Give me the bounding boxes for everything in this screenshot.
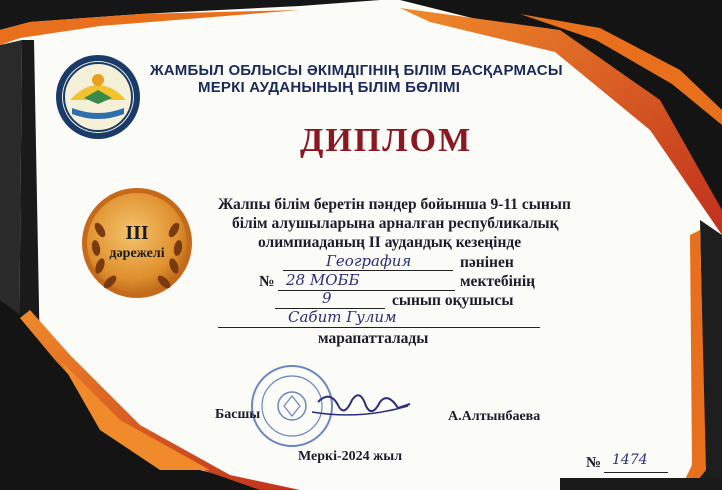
number-underline bbox=[604, 472, 668, 473]
grade-suffix: сынып оқушысы bbox=[392, 292, 514, 309]
school-handwritten: 28 МОББ bbox=[286, 271, 360, 289]
diploma-title: ДИПЛОМ bbox=[300, 122, 473, 159]
number-prefix: № bbox=[586, 455, 602, 471]
medal-label: дәрежелі bbox=[109, 246, 165, 261]
header-organization: ЖАМБЫЛ ОБЛЫСЫ ӘКІМДІГІНІҢ БІЛІМ БАСҚАРМАСЫ bbox=[150, 62, 563, 79]
body-line-2: білім алушыларына арналған республикалық bbox=[232, 215, 559, 232]
head-name: А.Алтынбаева bbox=[448, 409, 541, 424]
student-handwritten: Сабит Гулим bbox=[288, 308, 397, 326]
student-underline bbox=[218, 327, 540, 328]
medal-degree: III bbox=[125, 222, 149, 244]
school-suffix: мектебінің bbox=[460, 273, 536, 290]
body-line-3: олимпиаданың II аудандық кезеңінде bbox=[258, 234, 522, 251]
subject-suffix: пәнінен bbox=[460, 254, 514, 271]
body-line-1: Жалпы білім беретін пәндер бойынша 9-11 сынып bbox=[218, 196, 571, 213]
grade-handwritten: 9 bbox=[322, 289, 332, 307]
subject-handwritten: География bbox=[326, 252, 412, 270]
head-label: Басшы bbox=[215, 407, 261, 422]
emblem-logo bbox=[56, 55, 140, 139]
school-prefix: № bbox=[259, 273, 275, 290]
place-year: Меркі-2024 жыл bbox=[298, 449, 403, 464]
number-handwritten: 1474 bbox=[612, 452, 648, 468]
header-department: МЕРКІ АУДАНЫНЫҢ БІЛІМ БӨЛІМІ bbox=[198, 79, 461, 96]
awarded-text: марапатталады bbox=[318, 330, 429, 347]
school-underline bbox=[278, 290, 455, 291]
